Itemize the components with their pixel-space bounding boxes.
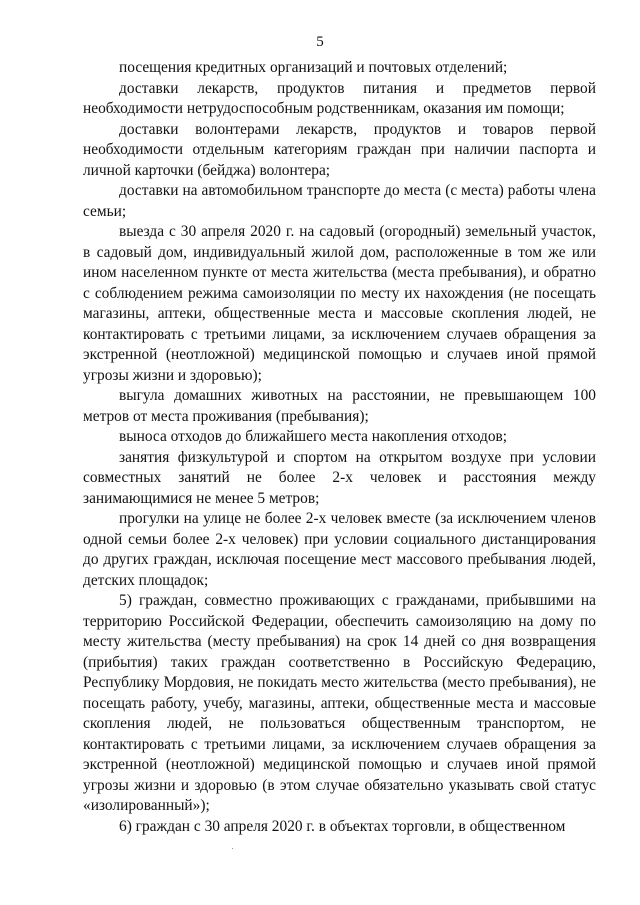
paragraph-street-walks: прогулки на улице не более 2-х человек вместе (за исключением членов одной семьи более 2-х человек) при условии социального дистанцирования до других граждан, исключая посещение мест массового пребывания людей, детских площадок; xyxy=(83,510,596,589)
paragraph-volunteer-delivery: доставки волонтерами лекарств, продуктов и товаров первой необходимости отдельным категориям граждан при наличии паспорта и личной карточки (бейджа) волонтера; xyxy=(83,120,596,179)
scan-speck xyxy=(232,848,233,849)
paragraph-pet-walking: выгула домашних животных на расстоянии, не превышающем 100 метров от места проживания (пребывания); xyxy=(83,387,596,425)
paragraph-credit-postal: посещения кредитных организаций и почтовых отделений; xyxy=(119,59,508,76)
paragraph-waste-removal: выноса отходов до ближайшего места накопления отходов; xyxy=(119,428,508,445)
paragraph-car-delivery: доставки на автомобильном транспорте до места (с места) работы члена семьи; xyxy=(83,182,596,220)
document-body xyxy=(83,58,596,837)
paragraph-item-5: 5) граждан, совместно проживающих с гражданами, прибывшими на территорию Российской Федерации, обеспечить самоизоляцию на дому по месту жительства (месту пребывания) на срок 14 дней со дня возвращения (прибытия) таких граждан соответственно в Российскую Федерацию, Республику Мордовия, не покидать место жительства (место пребывания), не посещать работу, учебу, магазины, аптеки, общественные места и массовые скопления людей, не пользоваться общественным транспортом, не контактировать с третьими лицами, за исключением случаев обращения за экстренной (неотложной) медицинской помощью и случаев иной прямой угрозы жизни и здоровью (в этом случае обязательно указывать свой статус «изолированный»); xyxy=(83,592,596,814)
paragraph-garden-trip: выезда с 30 апреля 2020 г. на садовый (огородный) земельный участок, в садовый дом, индивидуальный жилой дом, расположенные в том же или ином населенном пункте от места жительства (места пребывания), и обратно с соблюдением режима самоизоляции по месту их нахождения (не посещать магазины, аптеки, общественные места и массовые скопления людей, не контактировать с третьими лицами, за исключением случаев обращения за экстренной (неотложной) медицинской помощью и случаев иной прямой угрозы жизни и здоровью); xyxy=(83,223,596,384)
paragraph-outdoor-sport: занятия физкультурой и спортом на открытом воздухе при условии совместных занятий не более 2-х человек и расстояния между занимающимися не менее 5 метров; xyxy=(83,448,596,507)
paragraph-delivery-relatives: доставки лекарств, продуктов питания и предметов первой необходимости нетрудоспособным родственникам, оказания им помощи; xyxy=(83,79,596,117)
paragraph-item-6: 6) граждан с 30 апреля 2020 г. в объектах торговли, в общественном xyxy=(119,817,566,835)
page-number: 5 xyxy=(316,34,324,50)
